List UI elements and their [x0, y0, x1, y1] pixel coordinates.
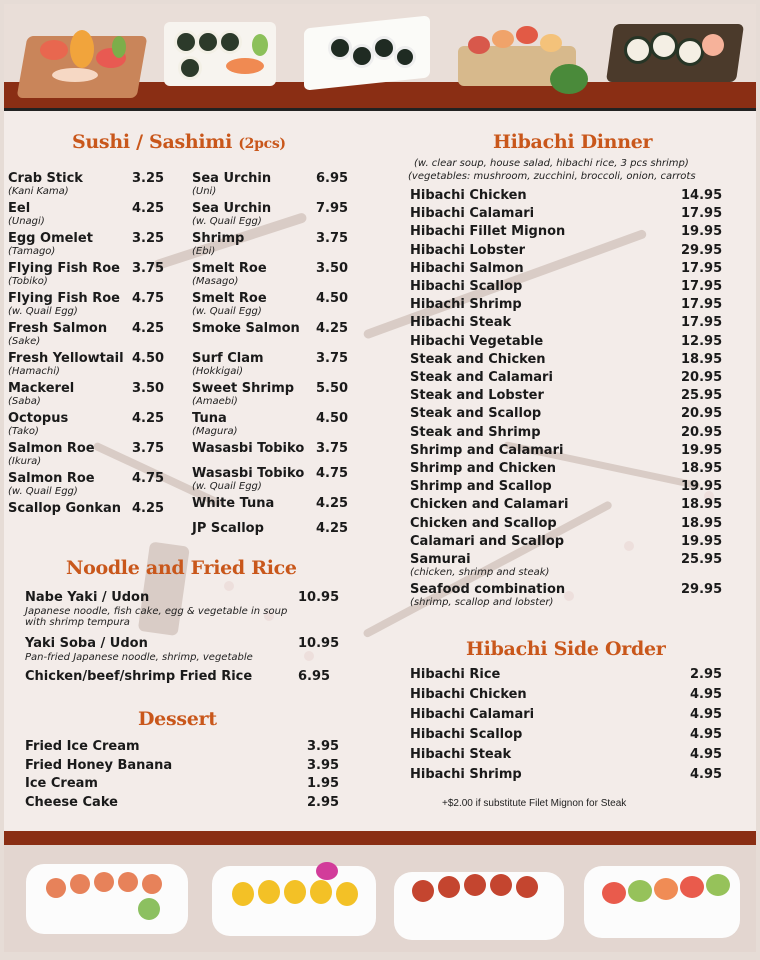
hibachi-item-name: Hibachi Steak	[410, 315, 512, 331]
sushi-item-subtitle: (Amaebi)	[192, 396, 238, 407]
sushi-item-name: Sea Urchin	[192, 201, 272, 216]
hibachi-item-name: Steak and Chicken	[410, 351, 546, 367]
dessert-item-price: 2.95	[307, 794, 340, 810]
sushi-item-price: 4.75	[316, 466, 349, 481]
noodle-item-name: Yaki Soba / Udon	[25, 636, 148, 651]
rainbow-roll-photo	[584, 856, 740, 940]
hibachi-item-name: Seafood combination	[410, 582, 566, 597]
hibachi-item-name: Steak and Shrimp	[410, 424, 541, 440]
side-item-name: Hibachi Steak	[410, 747, 512, 762]
sushi-item-name: Sea Urchin	[192, 171, 272, 186]
menu-content	[4, 111, 756, 831]
hibachi-item-price: 19.95	[681, 442, 723, 458]
sushi-item-subtitle: (Ebi)	[192, 246, 216, 257]
sushi-item-price: 4.25	[132, 411, 165, 426]
sushi-item-subtitle: (Kani Kama)	[8, 186, 69, 197]
side-item-price: 4.95	[690, 767, 723, 782]
sushi-item-name: Sweet Shrimp	[192, 381, 295, 396]
sushi-item-price: 6.95	[316, 171, 349, 186]
sushi-item-subtitle: (Tobiko)	[8, 276, 48, 287]
side-item-price: 4.95	[690, 707, 723, 722]
hibachi-item-price: 19.95	[681, 224, 723, 240]
hibachi-item-price: 14.95	[681, 188, 723, 203]
sushi-roll-plate-photo	[164, 16, 276, 86]
sushi-item-subtitle: (Hamachi)	[8, 366, 60, 377]
hibachi-item-name: Hibachi Vegetable	[410, 333, 544, 349]
dessert-item-price: 1.95	[307, 776, 340, 791]
blossom	[224, 581, 234, 591]
dessert-item-name: Fried Ice Cream	[25, 739, 140, 754]
hibachi-item-name: Chicken and Calamari	[410, 497, 569, 513]
sushi-item-name: Scallop Gonkan	[8, 501, 122, 516]
sushi-item-name: Wasasbi Tobiko	[192, 441, 305, 456]
sushi-item-subtitle: (Tako)	[8, 426, 39, 437]
noodle-item-price: 10.95	[298, 636, 340, 651]
hibachi-item-price: 17.95	[681, 297, 723, 313]
sushi-item-name: Tuna	[192, 411, 227, 426]
hibachi-item-price: 17.95	[681, 279, 723, 294]
sushi-item-price: 3.50	[316, 261, 349, 276]
hibachi-item-price: 29.95	[681, 582, 723, 597]
sushi-item-price: 3.75	[132, 261, 165, 276]
dessert-item-name: Ice Cream	[25, 776, 98, 791]
sushi-item-subtitle: (w. Quail Egg)	[192, 306, 262, 317]
side-item-name: Hibachi Rice	[410, 667, 501, 682]
hibachi-item-price: 18.95	[681, 461, 723, 476]
hibachi-item-price: 25.95	[681, 388, 723, 404]
sushi-item-name: Egg Omelet	[8, 231, 93, 246]
side-item-name: Hibachi Calamari	[410, 707, 535, 722]
hibachi-note-1: (w. clear soup, house salad, hibachi rice, 3 pcs shrimp)	[414, 158, 689, 169]
hibachi-item-price: 19.95	[681, 533, 723, 549]
sushi-item-subtitle: (w. Quail Egg)	[192, 216, 262, 227]
sushi-item-name: Crab Stick	[8, 171, 83, 186]
decorative-branch	[138, 541, 190, 636]
side-order-heading: Hibachi Side Order	[466, 638, 666, 660]
maki-plate-photo	[304, 22, 430, 84]
sushi-item-price: 4.50	[316, 291, 349, 306]
hibachi-item-name: Hibachi Chicken	[410, 188, 527, 203]
dessert-item-name: Cheese Cake	[25, 794, 118, 810]
sushi-item-price: 4.25	[316, 321, 349, 336]
blossom	[624, 541, 634, 551]
sushi-heading	[72, 131, 286, 153]
hibachi-item-price: 17.95	[681, 260, 723, 276]
sushi-item-name: Salmon Roe	[8, 471, 95, 486]
sushi-heading-text: Sushi / Sashimi	[72, 131, 233, 153]
sushi-item-name: Surf Clam	[192, 351, 264, 366]
side-item-price: 4.95	[690, 727, 723, 742]
hibachi-item-name: Hibachi Fillet Mignon	[410, 224, 566, 240]
hibachi-item-price: 12.95	[681, 333, 723, 349]
side-item-price: 4.95	[690, 747, 723, 762]
dessert-item-price: 3.95	[307, 757, 340, 773]
sashimi-platter-photo	[22, 18, 142, 98]
hibachi-item-name: Hibachi Salmon	[410, 260, 524, 276]
menu-page	[4, 4, 756, 952]
hibachi-item-price: 18.95	[681, 351, 723, 367]
hibachi-item-subtitle: (shrimp, scallop and lobster)	[410, 597, 554, 608]
sushi-item-name: Fresh Salmon	[8, 321, 108, 336]
sushi-item-price: 4.25	[132, 201, 165, 216]
hibachi-item-name: Shrimp and Calamari	[410, 442, 564, 458]
sushi-item-price: 4.25	[132, 321, 165, 336]
hibachi-item-name: Steak and Lobster	[410, 388, 544, 404]
hibachi-item-name: Hibachi Calamari	[410, 206, 535, 222]
sushi-item-name: Octopus	[8, 411, 69, 426]
hibachi-item-name: Hibachi Shrimp	[410, 297, 522, 313]
dessert-item-name: Fried Honey Banana	[25, 757, 173, 773]
hibachi-item-price: 20.95	[681, 424, 723, 440]
sushi-item-price: 3.25	[132, 231, 165, 246]
noodle-item-price: 10.95	[298, 590, 340, 605]
sushi-item-subtitle: (Magura)	[192, 426, 238, 437]
sushi-item-subtitle: (Sake)	[8, 336, 41, 347]
sushi-item-subtitle: (w. Quail Egg)	[192, 481, 262, 492]
bottom-divider-bar	[4, 831, 756, 845]
sushi-item-name: Wasasbi Tobiko	[192, 466, 305, 481]
hibachi-item-price: 19.95	[681, 479, 723, 495]
hibachi-item-name: Hibachi Lobster	[410, 242, 526, 258]
sushi-item-subtitle: (w. Quail Egg)	[8, 306, 78, 317]
sushi-item-price: 4.25	[132, 501, 165, 516]
sushi-item-subtitle: (Hokkigai)	[192, 366, 244, 377]
sushi-item-price: 3.75	[316, 231, 349, 246]
hibachi-item-subtitle: (chicken, shrimp and steak)	[410, 567, 550, 578]
hibachi-item-price: 17.95	[681, 315, 723, 331]
sushi-item-name: Salmon Roe	[8, 441, 95, 456]
hibachi-item-price: 25.95	[681, 552, 723, 567]
noodle-item-description: Japanese noodle, fish cake, egg & vegetable in soup	[25, 606, 288, 617]
hibachi-item-name: Chicken and Scallop	[410, 515, 557, 531]
dragon-roll-photo	[394, 860, 564, 942]
mango-roll-photo	[212, 858, 376, 938]
sushi-item-subtitle: (Ikura)	[8, 456, 42, 467]
sushi-item-subtitle: (Saba)	[8, 396, 41, 407]
sushi-item-subtitle: (Masago)	[192, 276, 239, 287]
side-item-price: 2.95	[690, 667, 723, 682]
sushi-item-price: 3.75	[132, 441, 165, 456]
hibachi-item-price: 20.95	[681, 370, 723, 385]
sushi-item-price: 3.75	[316, 351, 349, 366]
sushi-item-name: Mackerel	[8, 381, 75, 396]
hibachi-item-name: Shrimp and Chicken	[410, 461, 557, 476]
sushi-item-subtitle: (w. Quail Egg)	[8, 486, 78, 497]
side-item-name: Hibachi Shrimp	[410, 767, 522, 782]
noodle-heading: Noodle and Fried Rice	[66, 557, 297, 579]
hibachi-item-name: Steak and Calamari	[410, 370, 553, 385]
blossom	[564, 591, 574, 601]
hibachi-heading: Hibachi Dinner	[493, 131, 653, 153]
sushi-item-name: White Tuna	[192, 496, 275, 511]
hibachi-item-price: 17.95	[681, 206, 723, 222]
hibachi-item-name: Calamari and Scallop	[410, 533, 565, 549]
noodle-item-description: Pan-fried Japanese noodle, shrimp, vegetable	[25, 652, 253, 663]
hibachi-item-name: Hibachi Scallop	[410, 279, 523, 294]
sushi-item-price: 3.50	[132, 381, 165, 396]
sushi-item-name: Smelt Roe	[192, 261, 267, 276]
sushi-item-price: 4.50	[316, 411, 349, 426]
hibachi-item-name: Steak and Scallop	[410, 406, 542, 422]
sushi-item-subtitle: (Unagi)	[8, 216, 45, 227]
sushi-item-price: 3.75	[316, 441, 349, 456]
sushi-item-name: Shrimp	[192, 231, 245, 246]
sushi-item-price: 4.25	[316, 496, 349, 511]
spicy-roll-photo	[26, 858, 188, 936]
sushi-item-name: Flying Fish Roe	[8, 291, 120, 306]
sushi-item-price: 4.75	[132, 471, 165, 486]
noodle-item-price: 6.95	[298, 669, 331, 684]
sushi-item-price: 3.25	[132, 171, 165, 186]
sushi-item-subtitle: (Uni)	[192, 186, 217, 197]
sushi-item-price: 5.50	[316, 381, 349, 396]
noodle-item-name: Chicken/beef/shrimp Fried Rice	[25, 669, 253, 684]
noodle-item-description-2: with shrimp tempura	[25, 617, 130, 628]
sushi-item-name: Smelt Roe	[192, 291, 267, 306]
sushi-item-name: Smoke Salmon	[192, 321, 300, 336]
hibachi-item-name: Samurai	[410, 552, 471, 567]
sushi-item-name: Fresh Yellowtail	[8, 351, 124, 366]
nigiri-boat-photo	[458, 16, 588, 98]
hibachi-item-price: 29.95	[681, 242, 723, 258]
sushi-heading-suffix: (2pcs)	[238, 136, 286, 152]
side-item-name: Hibachi Scallop	[410, 727, 523, 742]
sushi-item-name: JP Scallop	[192, 521, 264, 536]
dessert-heading: Dessert	[138, 708, 217, 730]
roll-platter-photo	[610, 24, 740, 82]
side-item-name: Hibachi Chicken	[410, 687, 527, 702]
sushi-item-price: 4.25	[316, 521, 349, 536]
side-item-price: 4.95	[690, 687, 723, 702]
hibachi-item-name: Shrimp and Scallop	[410, 479, 552, 495]
noodle-item-name: Nabe Yaki / Udon	[25, 590, 150, 605]
dessert-item-price: 3.95	[307, 739, 340, 754]
sushi-item-price: 4.50	[132, 351, 165, 366]
hibachi-note-2: (vegetables: mushroom, zucchini, broccoli, onion, carrots	[408, 171, 696, 182]
sushi-item-price: 4.75	[132, 291, 165, 306]
hibachi-item-price: 20.95	[681, 406, 723, 422]
sushi-item-price: 7.95	[316, 201, 349, 216]
side-order-footnote: +$2.00 if substitute Filet Mignon for Steak	[442, 798, 627, 809]
sushi-item-name: Flying Fish Roe	[8, 261, 120, 276]
sushi-item-subtitle: (Tamago)	[8, 246, 56, 257]
hibachi-item-price: 18.95	[681, 515, 723, 531]
blossom	[304, 651, 314, 661]
sushi-item-name: Eel	[8, 201, 31, 216]
hibachi-item-price: 18.95	[681, 497, 723, 513]
